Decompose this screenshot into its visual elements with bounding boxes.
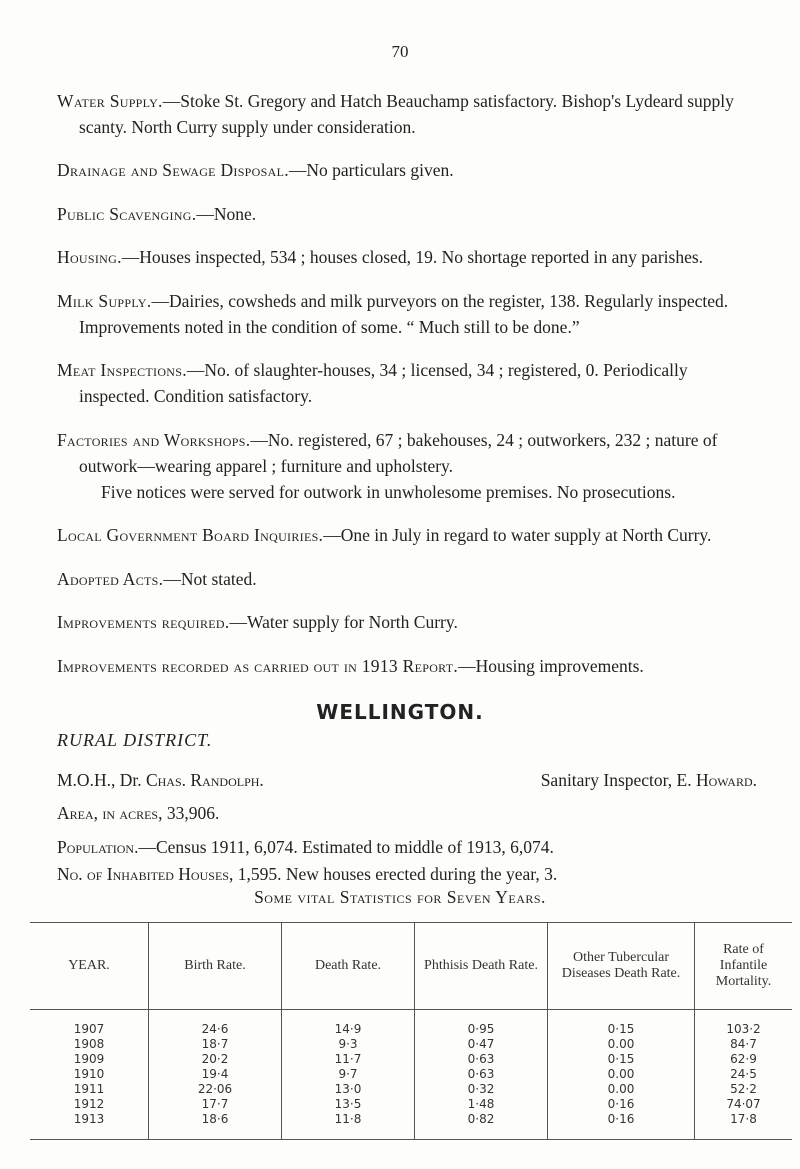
houses-line [57,864,757,885]
entry-heading: Milk Supply. [57,290,152,311]
entry-adopted-acts [57,566,757,592]
entry-heading: Local Government Board Inquiries. [57,525,324,545]
cell-phthisis: 0·32 [415,1082,548,1097]
cell-tubercular: 0·16 [548,1112,695,1140]
entry-water-supply [57,88,757,140]
cell-death: 13·5 [282,1097,415,1112]
entry-text: —Water supply for North Curry. [229,612,458,632]
cell-infantile: 62·9 [695,1052,793,1067]
entry-heading: Meat Inspections. [57,360,187,380]
cell-infantile: 103·2 [695,1010,793,1038]
cell-tubercular: 0.00 [548,1037,695,1052]
entry-text: —None. [196,203,257,224]
entry-improvements-recorded [57,653,757,679]
cell-death: 13·0 [282,1082,415,1097]
population-text: —Census 1911, 6,074. Estimated to middle of 1913, 6,074. [138,837,554,857]
cell-year: 1912 [73,1097,105,1111]
cell-birth: 20·2 [149,1052,282,1067]
entry-text: —One in July in regard to water supply at North Curry. [323,525,712,545]
table-row [30,1097,792,1112]
cell-death: 11·8 [282,1112,415,1140]
entry-improvements-required [57,609,757,635]
entry-heading: Housing. [57,247,122,267]
moh-label: M.O.H., Dr. [57,770,146,790]
cell-birth: 18·6 [149,1112,282,1140]
col-birth-rate: Birth Rate. [149,923,282,1010]
sanitary-inspector [541,770,757,791]
cell-phthisis: 0·47 [415,1037,548,1052]
entry-text-continued: Five notices were served for outwork in unwholesome premises. No prosecutions. [101,481,676,502]
district-name: WELLINGTON. [316,700,484,724]
district-type: RURAL DISTRICT. [57,730,213,750]
cell-tubercular: 0·15 [548,1052,695,1067]
table-row [30,1052,792,1067]
cell-death: 11·7 [282,1052,415,1067]
col-phthisis: Phthisis Death Rate. [415,923,548,1010]
cell-phthisis: 0·63 [415,1052,548,1067]
entry-text: —Not stated. [163,568,257,589]
table-row [30,1112,792,1140]
cell-tubercular: 0·16 [548,1097,695,1112]
vital-statistics-title: Some vital Statistics for Seven Years. [254,887,546,907]
col-other-tubercular: Other Tubercular Diseases Death Rate. [548,923,695,1010]
cell-birth: 19·4 [149,1067,282,1082]
entry-text: —No particulars given. [288,160,454,180]
inspector-name: Howard. [695,770,757,790]
entry-heading: Water Supply. [57,90,163,111]
cell-death: 9·3 [282,1037,415,1052]
moh-name: Chas. Randolph. [145,770,264,790]
entry-heading: Drainage and Sewage Disposal. [57,160,289,180]
cell-tubercular: 0.00 [548,1082,695,1097]
entry-factories [57,427,757,505]
population-line [57,837,757,858]
cell-infantile: 74·07 [695,1097,793,1112]
entry-heading: Improvements recorded as carried out in 1913 Report. [57,655,459,676]
area-text: Area, in acres, 33,906. [57,803,220,823]
moh [57,770,264,791]
population-head: Population. [57,837,139,857]
entry-text: —No. registered, 67 ; bakehouses, 24 ; outworkers, 232 ; nature of outwork—wearing apparel ; furniture and upholstery. [79,429,718,476]
entry-text: —Dairies, cowsheds and milk purveyors on the register, 138. Regularly inspected. Improvements noted in the condition of some. “ Much still to be done.” [79,290,729,337]
cell-phthisis: 0·63 [415,1067,548,1082]
cell-year: 1910 [73,1067,105,1081]
entry-text: —Houses inspected, 534 ; houses closed, 19. No shortage reported in any parishes. [121,247,704,267]
cell-year: 1911 [73,1082,105,1096]
cell-birth: 17·7 [149,1097,282,1112]
entry-heading: Improvements required. [57,612,230,632]
table-row [30,1082,792,1097]
table-header-row [30,923,792,1010]
report-entries [57,70,757,691]
cell-year: 1909 [73,1052,105,1066]
entry-text: —No. of slaughter-houses, 34 ; licensed, 34 ; registered, 0. Periodically inspected. Condition satisfactory. [79,360,688,406]
cell-birth: 22·06 [149,1082,282,1097]
col-year: YEAR. [30,923,149,1010]
col-infantile-mortality: Rate of Infantile Mortality. [695,923,793,1010]
cell-infantile: 17·8 [695,1112,793,1140]
houses-head: No. of Inhabited Houses, [57,864,234,884]
cell-phthisis: 1·48 [415,1097,548,1112]
entry-scavenging [57,201,757,227]
entry-text: —Housing improvements. [458,655,644,676]
officers-line [57,770,757,791]
area-line [57,803,757,824]
cell-infantile: 24·5 [695,1067,793,1082]
cell-birth: 24·6 [149,1010,282,1038]
entry-heading: Public Scavenging. [57,203,197,224]
entry-meat-inspections [57,357,757,409]
cell-tubercular: 0.00 [548,1067,695,1082]
cell-phthisis: 0·95 [415,1010,548,1038]
cell-infantile: 84·7 [695,1037,793,1052]
entry-lgb-inquiries [57,522,757,548]
cell-death: 9·7 [282,1067,415,1082]
cell-year: 1913 [30,1112,149,1140]
entry-milk-supply [57,288,757,340]
entry-drainage [57,157,757,183]
cell-infantile: 52·2 [695,1082,793,1097]
entry-heading: Adopted Acts. [57,568,164,589]
entry-heading: Factories and Workshops. [57,429,251,450]
page-number: 70 [391,42,409,61]
col-death-rate: Death Rate. [282,923,415,1010]
entry-housing [57,244,757,270]
table-row [30,1010,792,1038]
cell-death: 14·9 [282,1010,415,1038]
cell-phthisis: 0·82 [415,1112,548,1140]
vital-statistics-table [30,922,792,1140]
cell-year: 1908 [73,1037,105,1051]
table-row [30,1067,792,1082]
houses-text: 1,595. New houses erected during the year, 3. [233,864,558,884]
cell-year: 1907 [73,1022,105,1036]
table-row [30,1037,792,1052]
cell-birth: 18·7 [149,1037,282,1052]
cell-tubercular: 0·15 [548,1010,695,1038]
inspector-label: Sanitary Inspector, E. [540,770,696,790]
entry-text: —Stoke St. Gregory and Hatch Beauchamp satisfactory. Bishop's Lydeard supply scanty. North Curry supply under consideration. [79,90,734,137]
